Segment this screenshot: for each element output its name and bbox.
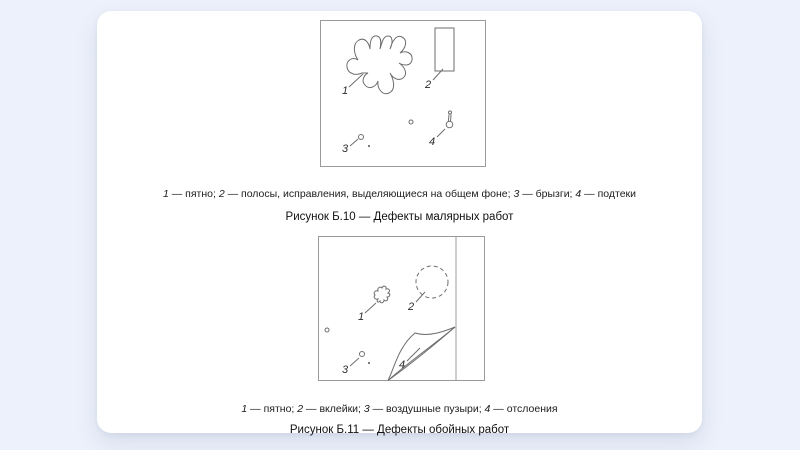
caption-number: 3 [363,403,370,415]
caption-number: 3 [513,188,520,200]
patch-dashed-circle [416,266,448,298]
defect-label-2: 2 [425,79,432,91]
caption-number: 1 [162,188,169,200]
drip-head [449,111,452,114]
figure-b11-drawing [318,236,485,381]
figure-b11-caption [97,402,702,416]
defect-label-4: 4 [429,136,436,148]
figure-b10-title: Рисунок Б.10 — Дефекты малярных работ [285,211,514,223]
figure-b11-title: Рисунок Б.11 — Дефекты обойных работ [289,424,510,436]
defect-label-2: 2 [408,301,415,313]
caption-text: — подтеки [581,188,636,200]
air-bubble [360,352,365,357]
caption-number: 4 [484,403,491,415]
drip-stem [448,115,449,122]
defect-label-1: 1 [358,311,365,323]
air-bubble [325,328,329,332]
spray-droplet [409,120,413,124]
caption-number: 2 [218,188,225,200]
defect-label-4: 4 [399,359,406,371]
caption-text: — полосы, исправления, выделяющиеся на общем фоне; [224,188,514,200]
caption-number: 4 [575,188,582,200]
defect-label-3: 3 [342,143,349,155]
caption-text: — вклейки; [303,403,364,415]
caption-text: — воздушные пузыри; [369,403,485,415]
defect-label-1: 1 [342,85,349,97]
air-bubble [368,362,370,364]
leader-line-4 [437,129,445,137]
stripe-rectangle-shape [435,28,454,71]
leader-line-1 [365,303,376,313]
caption-number: 2 [297,403,304,415]
leader-line-1 [349,74,363,87]
spray-droplet [368,145,370,147]
caption-number: 1 [241,403,248,415]
caption-text: — брызги; [519,188,576,200]
drip-bulb [446,121,453,128]
spray-droplet [359,135,364,140]
document-card [97,11,702,436]
stain-splat-shape [347,36,412,94]
caption-text: — пятно; [168,188,219,200]
leader-line-3 [350,139,358,146]
figure-b10-caption [97,187,702,201]
defect-label-3: 3 [342,364,349,376]
figure-b10-drawing [320,20,486,167]
small-stain-shape [374,286,390,303]
leader-line-3 [350,358,359,366]
caption-text: — пятно; [247,403,298,415]
caption-text: — отслоения [490,403,558,415]
